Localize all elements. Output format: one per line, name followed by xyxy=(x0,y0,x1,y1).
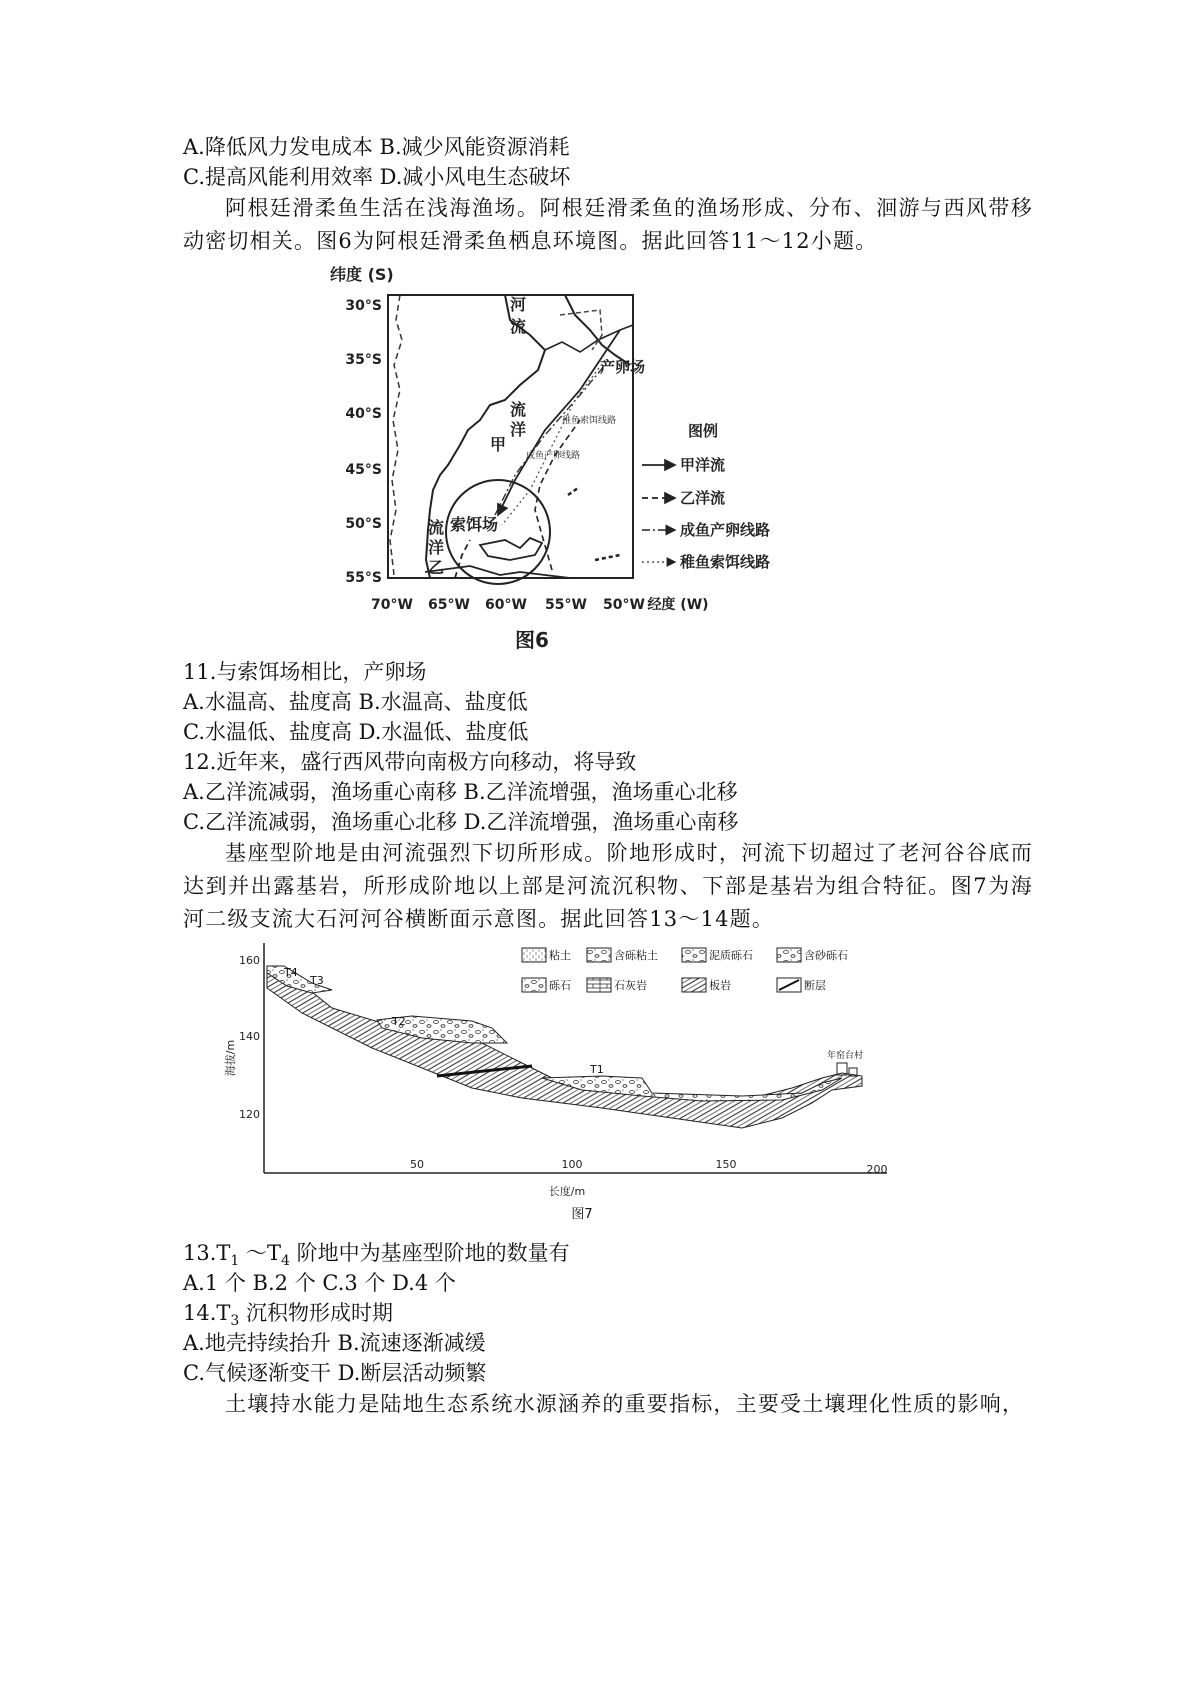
q12-options-ab: A.乙洋流减弱，渔场重心南移 B.乙洋流增强，渔场重心北移 xyxy=(183,780,738,804)
juvenile-route-label: 稚鱼索饵线路 xyxy=(562,416,617,426)
q13-subscript: 1 xyxy=(230,1253,240,1270)
fig7-legend-item: 含砂砾石 xyxy=(804,949,848,962)
q10-options-ab: A.降低风力发电成本 B.减少风能资源消耗 xyxy=(183,135,570,159)
river-label: 河 xyxy=(510,295,527,314)
fig7-legend-item: 含砾粘土 xyxy=(614,949,658,962)
lon-tick: 65°W xyxy=(428,597,470,613)
current-jia-label: 洋 xyxy=(510,420,527,439)
lat-tick: 35°S xyxy=(345,352,382,368)
legend-item: 稚鱼索饵线路 xyxy=(680,553,771,571)
fig7-x-title: 长度/m xyxy=(548,1185,586,1198)
fig7-y-title: 海拔/m xyxy=(224,1039,237,1077)
lat-tick: 45°S xyxy=(345,462,382,478)
terrace-label: T3 xyxy=(310,974,324,987)
figure-6-caption: 图6 xyxy=(515,628,549,652)
q13-subscript: 4 xyxy=(281,1253,290,1270)
terrace-label: T2 xyxy=(392,1015,406,1028)
fig7-legend-item: 石灰岩 xyxy=(614,979,647,992)
terrace-label: T1 xyxy=(590,1063,604,1076)
fig7-legend-item: 砾石 xyxy=(549,979,571,992)
lon-tick: 50°W xyxy=(603,597,645,613)
q12-options-cd: C.乙洋流减弱，渔场重心北移 D.乙洋流增强，渔场重心南移 xyxy=(183,810,739,834)
juvenile-feed-route xyxy=(502,360,605,525)
passage-soil: 土壤持水能力是陆地生态系统水源涵养的重要指标，主要受土壤理化性质的影响， xyxy=(225,1392,1025,1416)
spawn-ground-label: 产卵场 xyxy=(600,358,646,376)
fig7-y-tick: 140 xyxy=(239,1030,260,1043)
fig7-x-tick: 50 xyxy=(410,1158,424,1171)
feeding-ground-label: 索饵场 xyxy=(450,515,499,534)
terrace-label: T4 xyxy=(284,966,298,979)
lat-tick: 50°S xyxy=(345,516,382,532)
bedrock-slate xyxy=(267,968,862,1128)
current-fragment xyxy=(595,555,620,560)
lon-tick: 70°W xyxy=(371,597,413,613)
q12-stem: 12.近年来，盛行西风带向南极方向移动，将导致 xyxy=(183,750,637,774)
lon-tick: 55°W xyxy=(545,597,587,613)
lon-tick: 60°W xyxy=(485,597,527,613)
current-yi-branch xyxy=(535,420,580,570)
falkland-islands xyxy=(480,538,542,560)
q13-stem-part: ～T xyxy=(239,1241,282,1265)
q13-stem-part: 13.T xyxy=(183,1241,231,1265)
figure-7-cross-section xyxy=(222,928,962,1228)
current-yi-line xyxy=(455,540,470,578)
village-label: 年窑台村 xyxy=(827,1051,864,1061)
legend-item: 成鱼产卵线路 xyxy=(680,521,771,539)
q14-subscript: 3 xyxy=(230,1313,240,1330)
figure-6-map xyxy=(330,260,800,655)
current-fragment xyxy=(568,488,578,495)
q14-stem-part: 14.T xyxy=(183,1301,231,1325)
border-line xyxy=(390,295,402,575)
fig6-y-title: 纬度 (S) xyxy=(330,265,394,284)
fig6-x-title: 经度 (W) xyxy=(647,597,709,613)
lat-tick: 40°S xyxy=(345,406,382,422)
fig7-legend-item: 粘土 xyxy=(549,949,571,962)
q13-stem-part: 阶地中为基座型阶地的数量有 xyxy=(289,1241,570,1265)
adult-route-label: 成鱼产卵线路 xyxy=(526,451,581,461)
legend-item: 乙洋流 xyxy=(680,489,726,507)
q11-stem: 11.与索饵场相比，产卵场 xyxy=(183,660,427,684)
fig7-x-tick: 200 xyxy=(866,1163,888,1176)
legend-item: 甲洋流 xyxy=(680,456,726,474)
fig7-y-tick: 160 xyxy=(239,954,260,967)
q13-options: A.1 个 B.2 个 C.3 个 D.4 个 xyxy=(183,1271,456,1295)
fig7-x-tick: 100 xyxy=(561,1158,583,1171)
legend-title: 图例 xyxy=(688,422,719,440)
current-jia-label: 甲 xyxy=(490,435,507,454)
fig7-legend-item: 断层 xyxy=(804,979,826,992)
fig7-x-tick: 150 xyxy=(715,1158,737,1171)
q11-options-ab: A.水温高、盐度高 B.水温高、盐度低 xyxy=(183,690,528,714)
current-yi-label: 乙 xyxy=(428,558,445,577)
q14-options-ab: A.地壳持续抬升 B.流速逐渐减缓 xyxy=(183,1331,486,1355)
passage-terrace: 基座型阶地是由河流强烈下切所形成。阶地形成时，河流下切超过了老河谷谷底而达到并出露基岩，所形成阶地以上部是河流沉积物、下部是基岩为组合特征。图7为海河二级支流大石河河谷横断面示意图。据此回答13～14题。 xyxy=(183,841,1033,931)
passage-squid: 阿根廷滑柔鱼生活在浅海渔场。阿根廷滑柔鱼的渔场形成、分布、洄游与西风带移动密切相关。图6为阿根廷滑柔鱼栖息环境图。据此回答11～12小题。 xyxy=(183,196,1033,253)
coastline xyxy=(426,295,630,578)
fig7-y-tick: 120 xyxy=(239,1108,260,1121)
fig7-legend-item: 泥质砾石 xyxy=(709,949,753,962)
q14-options-cd: C.气候逐渐变干 D.断层活动频繁 xyxy=(183,1361,487,1385)
river-label: 流 xyxy=(510,317,527,336)
lat-tick: 30°S xyxy=(345,298,382,314)
lat-tick: 55°S xyxy=(345,570,382,586)
tierra-del-fuego xyxy=(425,566,570,578)
current-jia-label: 流 xyxy=(510,400,527,419)
q14-stem-part: 沉积物形成时期 xyxy=(239,1301,394,1325)
q10-options-cd: C.提高风能利用效率 D.减小风电生态破坏 xyxy=(183,165,571,189)
adult-spawn-route xyxy=(495,365,605,515)
current-yi-label: 流 xyxy=(428,518,445,537)
fig7-legend-item: 板岩 xyxy=(709,979,731,992)
figure-7-caption: 图7 xyxy=(571,1207,593,1222)
q11-options-cd: C.水温低、盐度高 D.水温低、盐度低 xyxy=(183,720,529,744)
current-yi-label: 洋 xyxy=(428,538,445,557)
